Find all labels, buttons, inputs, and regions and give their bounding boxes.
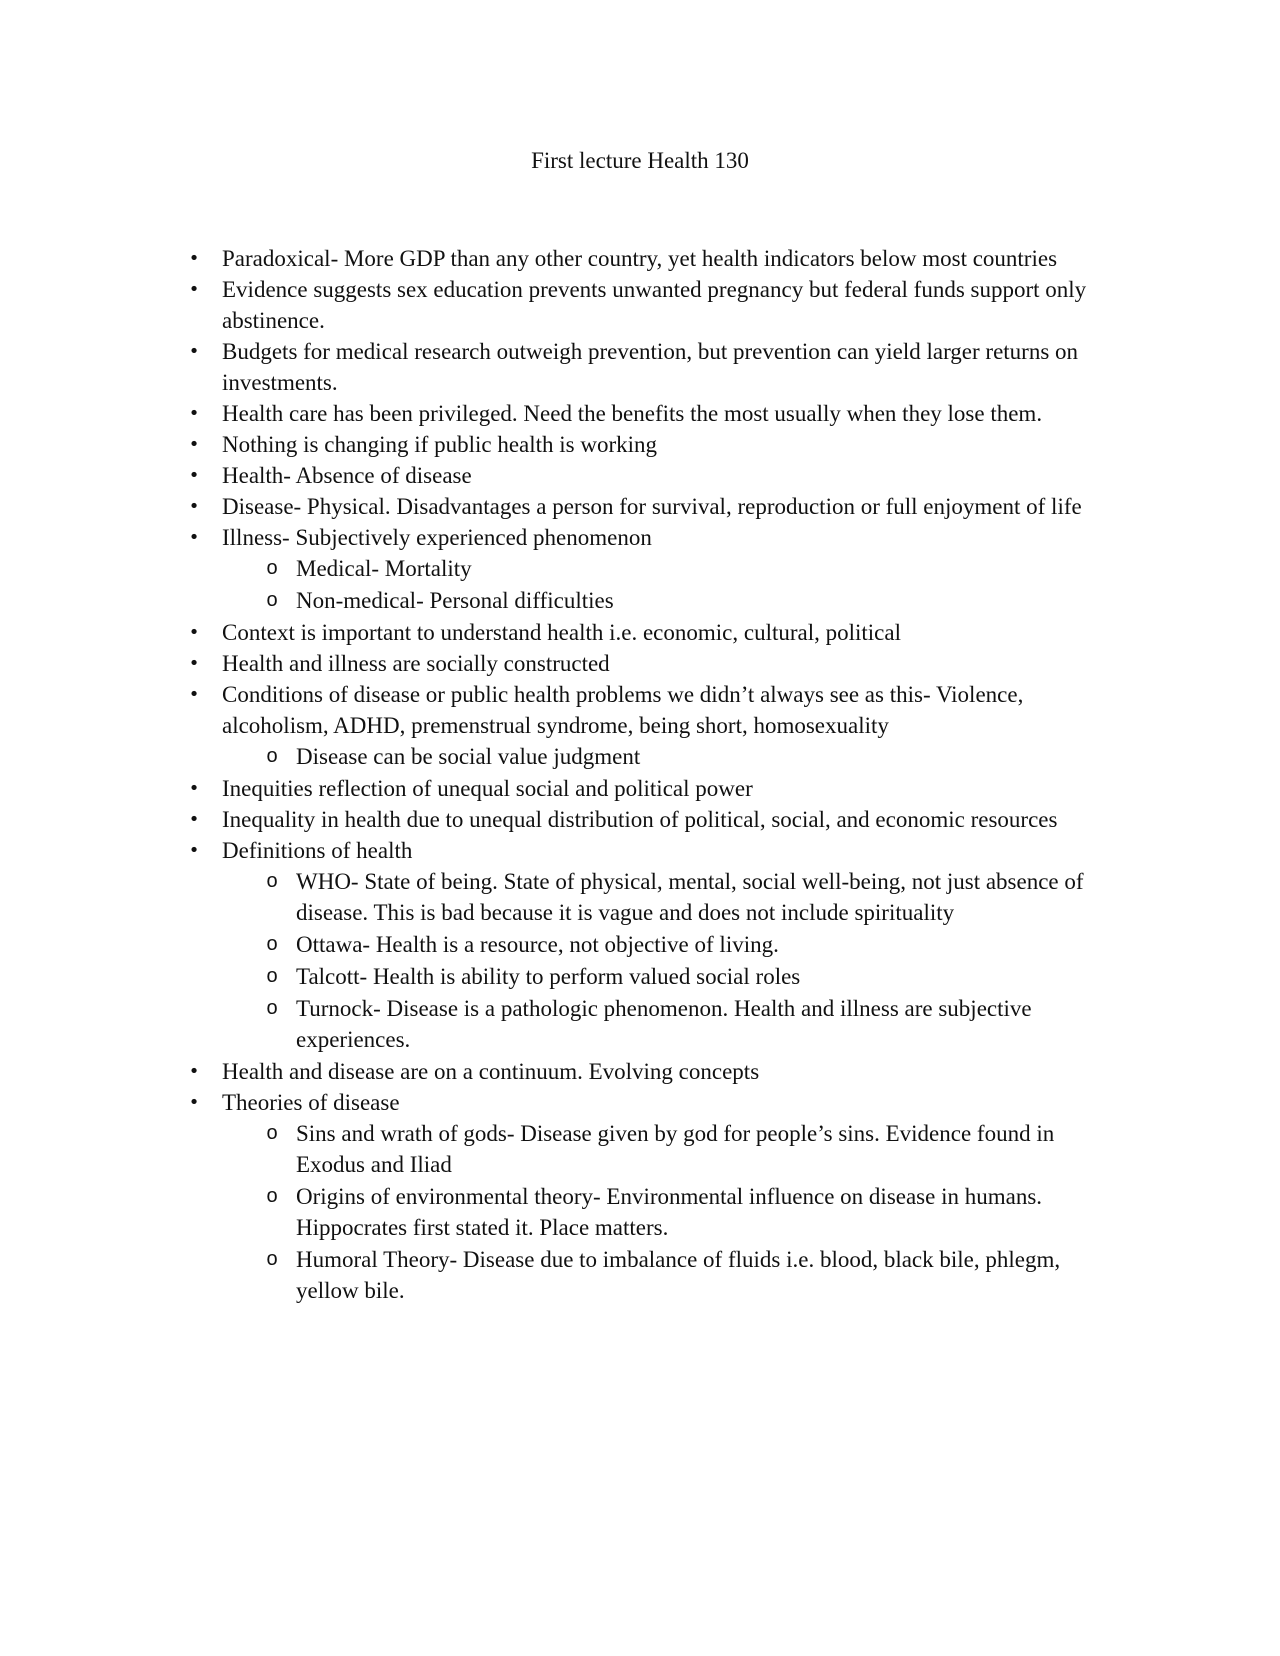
bullet-icon: •: [188, 622, 200, 643]
bullet-icon: •: [188, 684, 200, 705]
bullet-icon: •: [188, 279, 200, 300]
sub-list-item-text: WHO- State of being. State of physical, mental, social well-being, not just absence of disease. This is bad because it is vague and does not include spirituality: [296, 869, 1084, 925]
list-item-text: Context is important to understand health i.e. economic, cultural, political: [222, 620, 901, 645]
page-title: First lecture Health 130: [531, 148, 749, 173]
sub-bullet-icon: o: [266, 933, 278, 955]
list-item-text: Conditions of disease or public health problems we didn’t always see as this- Violence, alcoholism, ADHD, premenstrual syndrome, being short, homosexuality: [222, 682, 1024, 738]
sub-list-item: [266, 741, 1086, 773]
list-item-text: Theories of disease: [222, 1090, 400, 1115]
list-item-text: Health care has been privileged. Need the benefits the most usually when they lose them.: [222, 401, 1043, 426]
sub-list: [222, 741, 1086, 773]
list-item-text: Budgets for medical research outweigh prevention, but prevention can yield larger returns on investments.: [222, 339, 1079, 395]
list-item: [188, 679, 1122, 773]
sub-bullet-icon: o: [266, 745, 278, 767]
bullet-icon: •: [188, 341, 200, 362]
sub-list-item: [266, 961, 1086, 993]
sub-list-item: [266, 585, 1086, 617]
list-item: [188, 522, 1122, 617]
bullet-icon: •: [188, 496, 200, 517]
bullet-icon: •: [188, 434, 200, 455]
sub-list-item-text: Humoral Theory- Disease due to imbalance of fluids i.e. blood, black bile, phlegm, yellow bile.: [296, 1247, 1061, 1303]
sub-list-item: [266, 553, 1086, 585]
list-item-text: Health and illness are socially constructed: [222, 651, 610, 676]
bullet-icon: •: [188, 1061, 200, 1082]
list-item-text: Definitions of health: [222, 838, 413, 863]
list-item-text: Inequality in health due to unequal distribution of political, social, and economic resources: [222, 807, 1058, 832]
bullet-icon: •: [188, 527, 200, 548]
list-item: [188, 274, 1122, 336]
bullet-icon: •: [188, 1092, 200, 1113]
sub-list-item-text: Disease can be social value judgment: [296, 744, 641, 769]
bullet-icon: •: [188, 248, 200, 269]
sub-list: [222, 553, 1086, 617]
sub-list-item-text: Non-medical- Personal difficulties: [296, 588, 614, 613]
sub-bullet-icon: o: [266, 1122, 278, 1144]
bullet-icon: •: [188, 840, 200, 861]
bullet-icon: •: [188, 809, 200, 830]
bullet-icon: •: [188, 653, 200, 674]
list-item-text: Illness- Subjectively experienced phenomenon: [222, 525, 652, 550]
notes-list: [188, 243, 1122, 1307]
sub-list-item-text: Ottawa- Health is a resource, not objective of living.: [296, 932, 779, 957]
sub-list-item: [266, 1181, 1086, 1244]
sub-list-item: [266, 1118, 1086, 1181]
sub-bullet-icon: o: [266, 557, 278, 579]
sub-bullet-icon: o: [266, 1185, 278, 1207]
bullet-icon: •: [188, 465, 200, 486]
sub-list-item-text: Talcott- Health is ability to perform valued social roles: [296, 964, 801, 989]
sub-bullet-icon: o: [266, 1248, 278, 1270]
list-item: [188, 1056, 1122, 1087]
sub-list-item: [266, 929, 1086, 961]
list-item: [188, 835, 1122, 1056]
sub-list-item: [266, 993, 1086, 1056]
sub-bullet-icon: o: [266, 589, 278, 611]
sub-bullet-icon: o: [266, 997, 278, 1019]
list-item: [188, 1087, 1122, 1307]
list-item: [188, 398, 1122, 429]
list-item-text: Evidence suggests sex education prevents unwanted pregnancy but federal funds support only abstinence.: [222, 277, 1087, 333]
sub-list-item-text: Medical- Mortality: [296, 556, 472, 581]
sub-list-item-text: Sins and wrath of gods- Disease given by god for people’s sins. Evidence found in Exodus and Iliad: [296, 1121, 1055, 1177]
sub-bullet-icon: o: [266, 870, 278, 892]
sub-list-item: [266, 866, 1086, 929]
list-item: [188, 243, 1122, 274]
list-item: [188, 460, 1122, 491]
list-item-text: Paradoxical- More GDP than any other country, yet health indicators below most countries: [222, 246, 1058, 271]
sub-list-item-text: Origins of environmental theory- Environmental influence on disease in humans. Hippocrates first stated it. Place matters.: [296, 1184, 1043, 1240]
list-item: [188, 336, 1122, 398]
list-item-text: Nothing is changing if public health is working: [222, 432, 658, 457]
list-item: [188, 429, 1122, 460]
list-item: [188, 804, 1122, 835]
sub-bullet-icon: o: [266, 965, 278, 987]
list-item: [188, 491, 1122, 522]
list-item-text: Inequities reflection of unequal social and political power: [222, 776, 753, 801]
bullet-icon: •: [188, 403, 200, 424]
list-item-text: Health- Absence of disease: [222, 463, 472, 488]
list-item: [188, 617, 1122, 648]
list-item-text: Health and disease are on a continuum. Evolving concepts: [222, 1059, 760, 1084]
sub-list: [222, 866, 1086, 1056]
list-item: [188, 773, 1122, 804]
bullet-icon: •: [188, 778, 200, 799]
sub-list: [222, 1118, 1086, 1307]
list-item: [188, 648, 1122, 679]
list-item-text: Disease- Physical. Disadvantages a person for survival, reproduction or full enjoyment of life: [222, 494, 1082, 519]
sub-list-item: [266, 1244, 1086, 1307]
sub-list-item-text: Turnock- Disease is a pathologic phenomenon. Health and illness are subjective experiences.: [296, 996, 1032, 1052]
